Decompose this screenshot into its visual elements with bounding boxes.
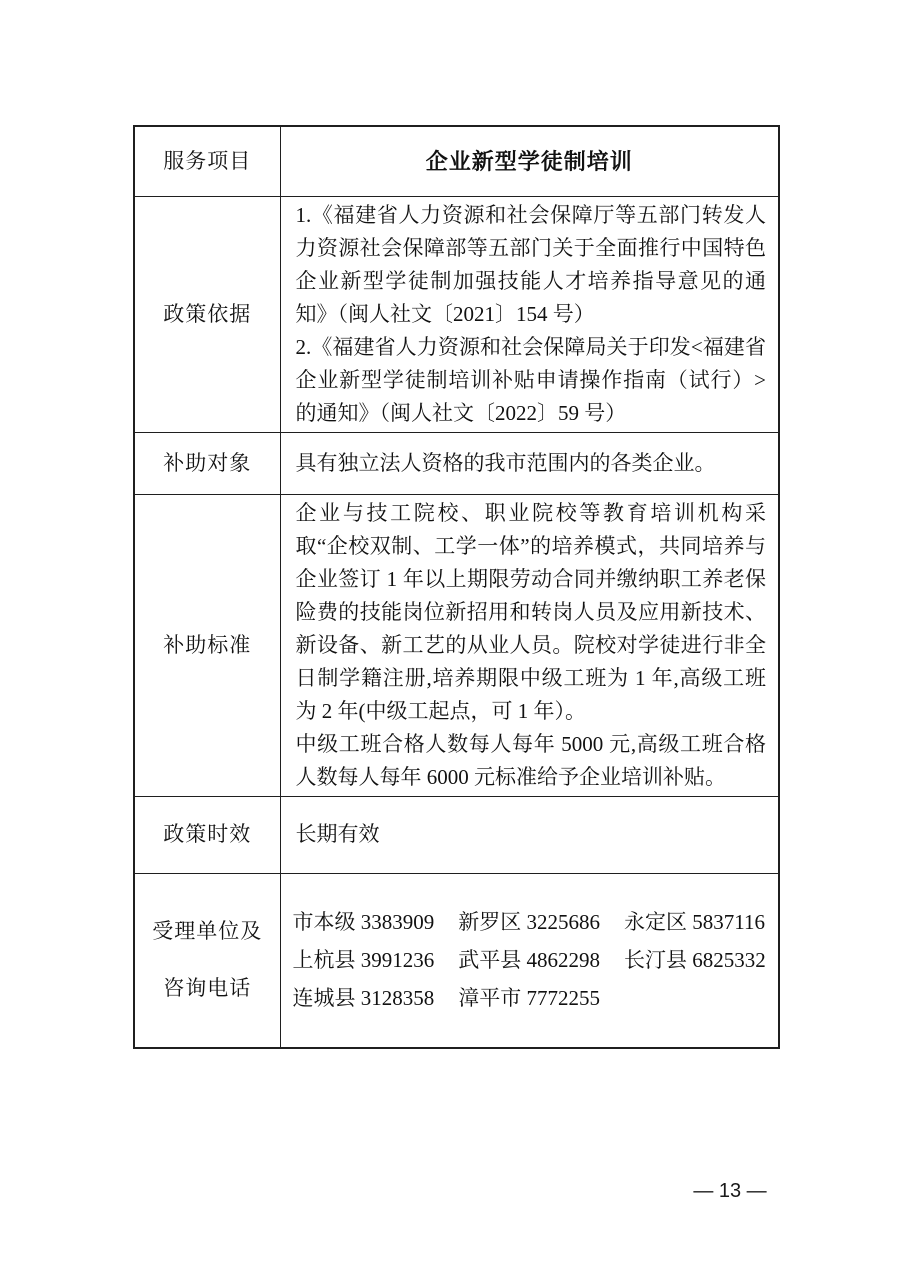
row-subsidy-standard <box>134 494 779 796</box>
row-subsidy-target <box>134 432 779 494</box>
phone-entry: 市本级 3383909 <box>292 910 435 935</box>
subsidy-target-text: 具有独立法人资格的我市范围内的各类企业。 <box>295 450 716 475</box>
row-accepting-units <box>134 873 779 1048</box>
policy-basis-content <box>280 196 779 432</box>
row-service-item <box>134 126 779 196</box>
phone-line <box>293 903 767 941</box>
policy-basis-item-1: 1.《福建省人力资源和社会保障厅等五部门转发人力资源社会保障部等五部门关于全面推行中国特色企业新型学徒制加强技能人才培养指导意见的通知》（闽人社文〔2021〕154 号） <box>295 202 766 326</box>
policy-info-table <box>133 125 780 1049</box>
subsidy-standard-para-1: 企业与技工院校、职业院校等教育培训机构采取“企校双制、工学一体”的培养模式，共同培养与企业签订 1 年以上期限劳动合同并缴纳职工养老保险费的技能岗位新招用和转岗人员及应用新技术、新设备、新工艺的从业人员。院校对学徒进行非全日制学籍注册,培养期限中级工班为 1 年,高级工班为 2 年(中级工起点，可 1 年）。 <box>295 500 766 723</box>
policy-validity-content <box>280 796 779 873</box>
phone-entry: 漳平市 7772255 <box>458 986 600 1011</box>
accepting-units-label-line-1: 受理单位及 <box>152 919 263 944</box>
phone-entry: 新罗区 3225686 <box>458 910 600 935</box>
row-policy-basis <box>134 196 779 432</box>
policy-basis-label: 政策依据 <box>134 196 280 432</box>
phone-entry: 连城县 3128358 <box>292 986 435 1011</box>
subsidy-standard-content <box>280 494 779 796</box>
subsidy-standard-label: 补助标准 <box>134 494 280 796</box>
subsidy-standard-para-2: 中级工班合格人数每人每年 5000 元,高级工班合格人数每人每年 6000 元标准给予企业培训补贴。 <box>295 731 766 789</box>
page-number: — 13 — <box>693 1180 767 1202</box>
service-item-title: 企业新型学徒制培训 <box>280 126 779 196</box>
phone-entry: 长汀县 6825332 <box>624 948 766 973</box>
service-item-label: 服务项目 <box>134 126 280 196</box>
subsidy-target-content <box>280 432 779 494</box>
subsidy-target-label: 补助对象 <box>134 432 280 494</box>
accepting-units-label-line-2: 咨询电话 <box>163 976 252 1001</box>
phone-entry: 上杭县 3991236 <box>292 948 435 973</box>
phone-line <box>293 941 767 979</box>
policy-basis-item-2: 2.《福建省人力资源和社会保障局关于印发<福建省企业新型学徒制培训补贴申请操作指南（试行）>的通知》（闽人社文〔2022〕59 号） <box>295 334 766 425</box>
phone-entry: 永定区 5837116 <box>624 910 765 935</box>
phone-line <box>293 979 767 1017</box>
accepting-units-phones <box>280 873 779 1048</box>
row-policy-validity <box>134 796 779 873</box>
policy-validity-text: 长期有效 <box>295 822 380 846</box>
policy-validity-label: 政策时效 <box>134 796 280 873</box>
accepting-units-label <box>134 873 280 1048</box>
phone-entry: 武平县 4862298 <box>458 948 600 973</box>
